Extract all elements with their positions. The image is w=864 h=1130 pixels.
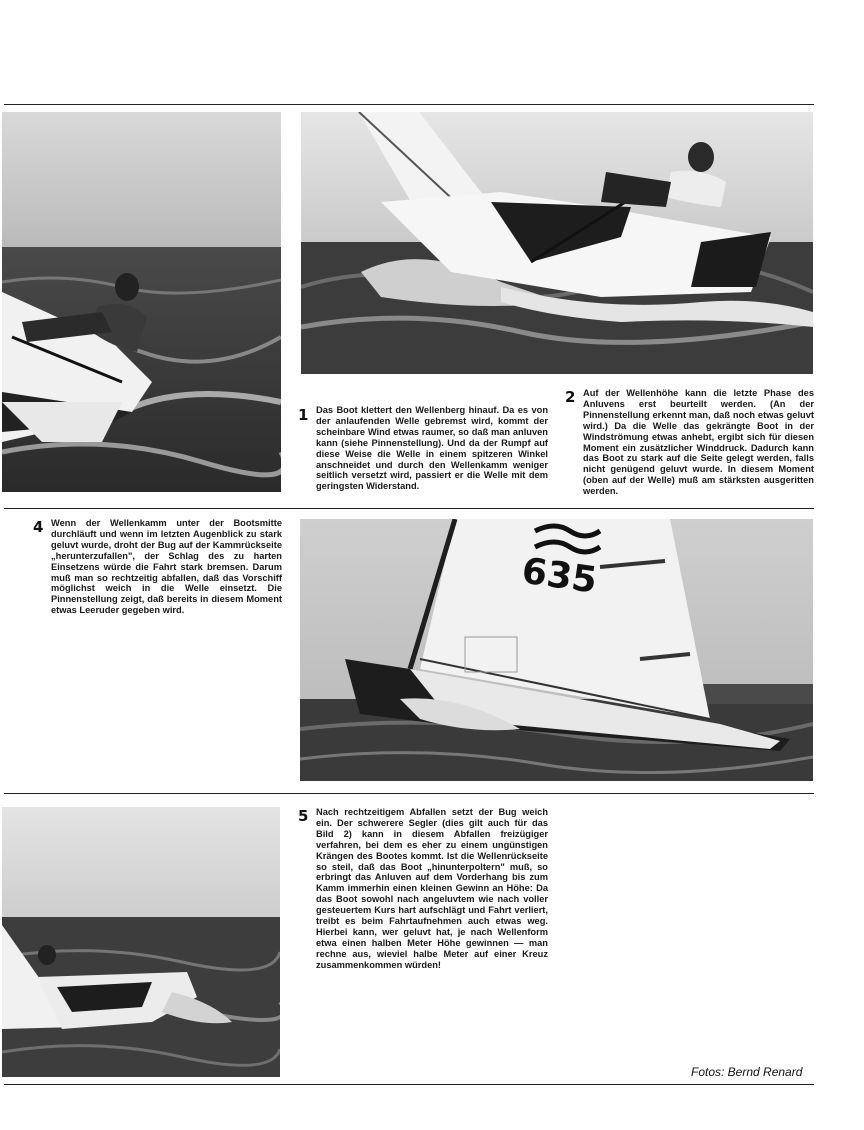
caption-5-number: 5 [298,807,309,825]
sail-number-635: 635 [519,550,600,602]
photo-credit: Fotos: Bernd Renard [691,1065,803,1079]
middle-rule [4,508,814,509]
caption-4-number: 4 [33,518,44,536]
bottom-rule [4,1084,814,1085]
caption-1-text: Das Boot klettert den Wellenberg hinauf. Da es von der anlaufenden Welle gebremst wird, kommt der scheinbare Wind etwas raumer, so daß man anluven kann (siehe Pinnenstellung). Und da der Rumpf auf diese Weise die Welle in einem spitzeren Winkel anschneidet und durch den Wellenkamm weniger seitlich versetzt wird, passiert er die Welle mit dem geringsten Widerstand. [316,405,548,492]
photo-635-dinghy-sailing [300,519,813,781]
caption-2-number: 2 [565,388,576,406]
photo-4-dinghy-climbing-wave [301,112,813,374]
photo-3-dinghy-on-wave-crest [2,112,281,492]
caption-4-text: Wenn der Wellenkamm unter der Bootsmitte durchläuft und wenn im letzten Augenblick zu stark geluvt wurde, droht der Bug auf der Kammrückseite „herunterzufallen", der Schlag des zu harten Einsetzens würde die Fahrt stark bremsen. Darum muß man so rechtzeitig abfallen, daß das Vorschiff möglichst weich in die Welle einsetzt. Die Pinnenstellung zeigt, daß bereits in diesem Moment etwas Leeruder gegeben wird. [51,518,282,616]
caption-5-text: Nach rechtzeitigem Abfallen setzt der Bug weich ein. Der schwerere Segler (dies gilt auch für das Bild 2) kann in diesem Abfallen freizügiger verfahren, bei dem es eher zu einem ungünstigen Krängen des Bootes kommt. Ist die Wellenrückseite so steil, daß das Boot „hinunterpoltern" muß, so erbringt das Anluven auf dem Vorderhang bis zum Kamm immerhin einen kleinen Gewinn an Höhe: Da das Boot sowohl nach angeluvtem wie nach voller gesteuertem Kurs hart aufschlägt und Fahrt verliert, treibt es beim Fahrtaufnehmen auch etwas weg. Hierbei kann, wer geluvt hat, je nach Wellenform etwa einen halben Meter Höhe gewinnen — man rechne aus, wieviel halbe Meter auf einer Kreuz zusammenkommen würden! [316,807,548,970]
top-rule [4,104,814,105]
caption-2-text: Auf der Wellenhöhe kann die letzte Phase des Anluvens erst beurteilt werden. (An der Pinnenstellung erkennt man, daß noch etwas geluvt wird.) Da die Welle das gekrängte Boot in der Windströmung etwas anhebt, ergibt sich für diesen Moment ein zusätzlicher Winddruck. Dadurch kann das Boot zu stark auf die Seite gelegt werden, falls nicht genügend geluvt wurde. In diesem Moment (oben auf der Welle) muß am stärksten ausgeritten werden. [583,388,814,497]
caption-1-number: 1 [298,406,309,424]
lower-rule [4,793,814,794]
photo-5-dinghy-bow-entering-wave [2,807,280,1077]
